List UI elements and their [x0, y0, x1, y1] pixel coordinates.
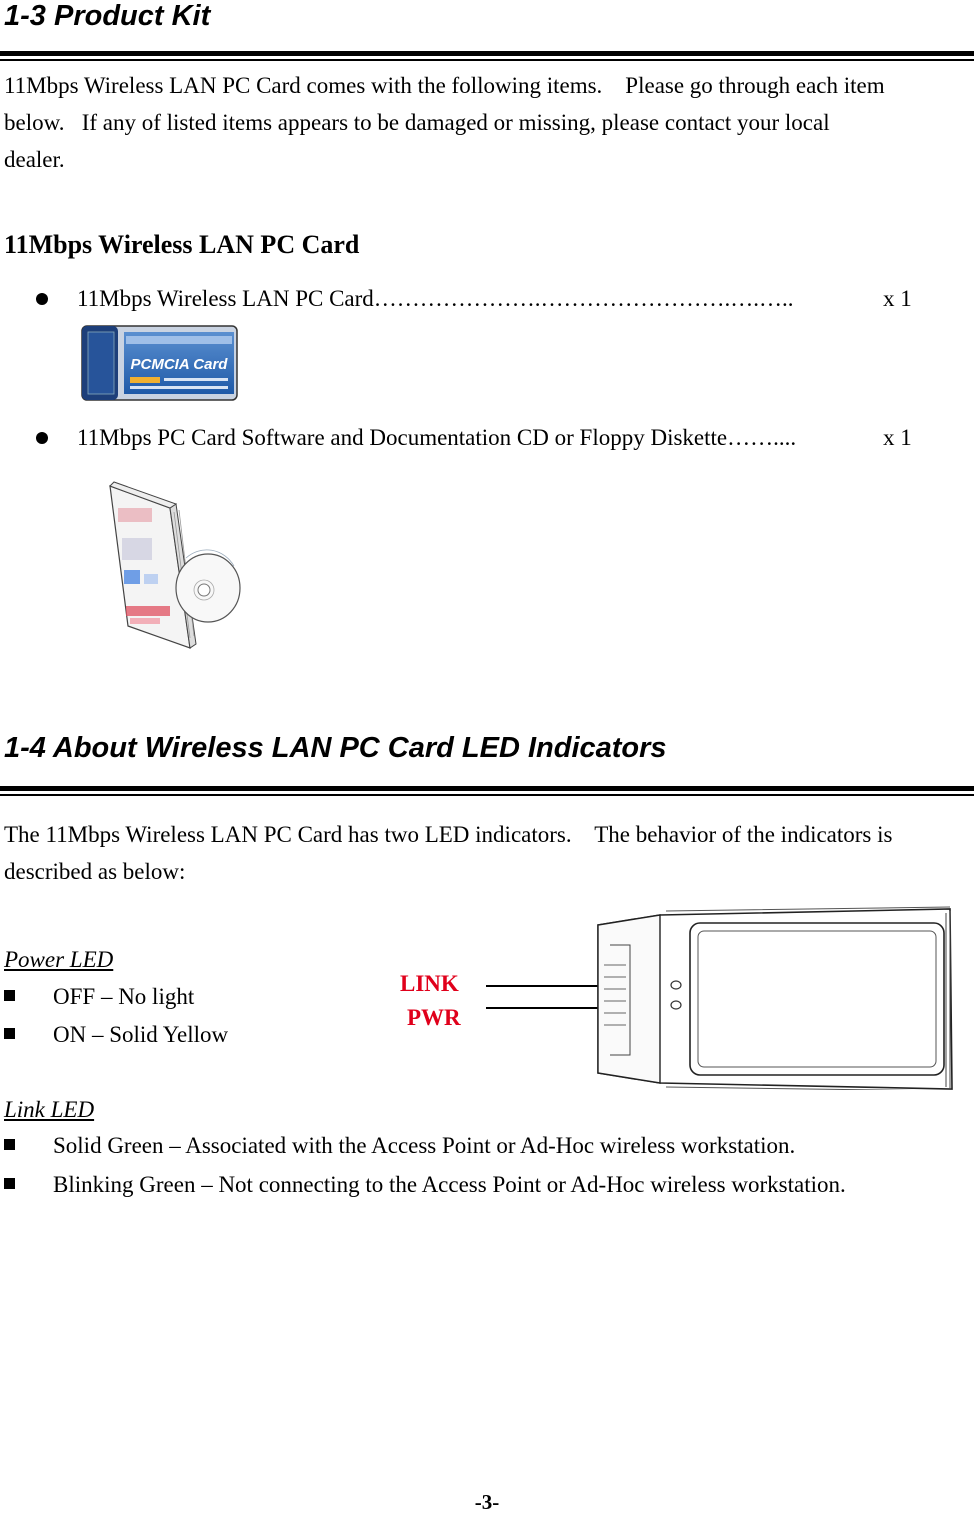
card-printed-text: PCMCIA Card	[130, 356, 228, 373]
bullet-dot	[36, 293, 48, 305]
subheading-pc-card: 11Mbps Wireless LAN PC Card	[4, 230, 360, 259]
section-heading-led-indicators: 1-4 About Wireless LAN PC Card LED Indicators	[4, 732, 667, 764]
bullet-square	[4, 1028, 15, 1039]
product-kit-intro	[4, 67, 970, 178]
intro-line-2: below. If any of listed items appears to be damaged or missing, please contact your local	[4, 110, 830, 135]
bullet-square	[4, 1139, 15, 1150]
intro-line-1: 11Mbps Wireless LAN PC Card comes with the following items. Please go through each item	[4, 73, 885, 98]
link-led-blinking: Blinking Green – Not connecting to the Access Point or Ad-Hoc wireless workstation.	[53, 1172, 846, 1197]
heading-rule-thick	[0, 786, 974, 791]
page-number: -3-	[474, 1490, 500, 1514]
item-software-cd-label: 11Mbps PC Card Software and Documentation CD or Floppy Diskette……....	[77, 425, 797, 450]
bullet-square	[4, 990, 15, 1001]
heading-rule-thin	[0, 794, 974, 796]
pwr-label: PWR	[407, 1005, 461, 1030]
intro-line-3: dealer.	[4, 147, 65, 172]
link-led-solid: Solid Green – Associated with the Access Point or Ad-Hoc wireless workstation.	[53, 1133, 796, 1158]
item-pc-card-label: 11Mbps Wireless LAN PC Card………………….…………………….….…..	[77, 286, 794, 311]
power-led-title: Power LED	[4, 947, 114, 972]
led-intro-line-1: The 11Mbps Wireless LAN PC Card has two LED indicators. The behavior of the indicators is	[4, 822, 893, 847]
power-led-on: ON – Solid Yellow	[53, 1022, 229, 1047]
heading-rule-thick	[0, 51, 974, 56]
link-led-icon	[671, 981, 681, 989]
power-led-off: OFF – No light	[53, 984, 195, 1009]
item-software-cd-qty: x 1	[883, 425, 912, 450]
heading-rule-thin	[0, 59, 974, 61]
pc-card-led-diagram	[480, 905, 970, 1090]
pcmcia-card-image	[80, 322, 240, 402]
item-pc-card-qty: x 1	[883, 286, 912, 311]
cd-and-manual-image	[100, 478, 250, 658]
section-heading-product-kit: 1-3 Product Kit	[4, 0, 211, 32]
led-intro-line-2: described as below:	[4, 859, 186, 884]
pwr-led-icon	[671, 1001, 681, 1009]
bullet-square	[4, 1178, 15, 1189]
led-intro	[4, 816, 970, 890]
link-led-title: Link LED	[4, 1097, 95, 1122]
bullet-dot	[36, 432, 48, 444]
link-label: LINK	[400, 971, 459, 996]
